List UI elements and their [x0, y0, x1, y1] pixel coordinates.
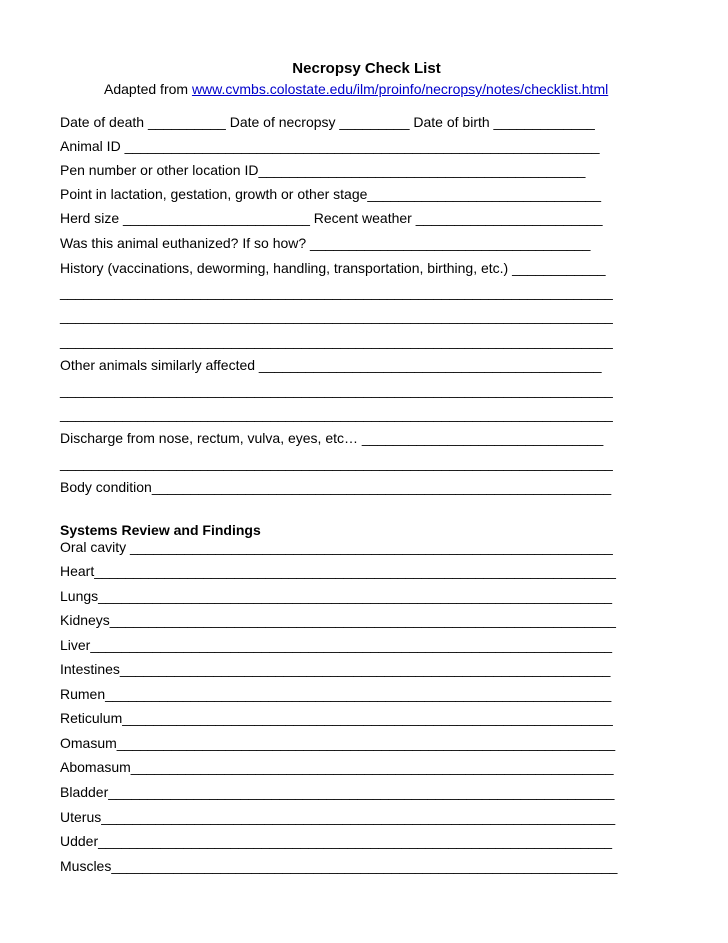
euthanized-field[interactable]: Was this animal euthanized? If so how? ____________________________________ [60, 235, 591, 251]
discharge-line-1[interactable]: _______________________________________________________________________ [60, 455, 613, 471]
system-abomasum[interactable]: Abomasum______________________________________________________________ [60, 759, 614, 775]
body-condition-field[interactable]: Body condition___________________________________________________________ [60, 479, 612, 495]
discharge-field[interactable]: Discharge from nose, rectum, vulva, eyes, etc… _______________________________ [60, 430, 604, 446]
history-line-1[interactable]: _______________________________________________________________________ [60, 284, 613, 300]
system-reticulum[interactable]: Reticulum_______________________________________________________________ [60, 710, 613, 726]
source-line [104, 81, 608, 97]
system-heart[interactable]: Heart___________________________________________________________________ [60, 563, 616, 579]
systems-heading: Systems Review and Findings [60, 522, 261, 538]
system-intestines[interactable]: Intestines_______________________________________________________________ [60, 661, 611, 677]
other-animals-field[interactable]: Other animals similarly affected ____________________________________________ [60, 357, 602, 373]
system-lungs[interactable]: Lungs__________________________________________________________________ [60, 588, 613, 604]
other-animals-line-2[interactable]: _______________________________________________________________________ [60, 406, 613, 422]
system-kidneys[interactable]: Kidneys_________________________________________________________________ [60, 612, 616, 628]
system-omasum[interactable]: Omasum________________________________________________________________ [60, 735, 616, 751]
history-line-3[interactable]: _______________________________________________________________________ [60, 333, 613, 349]
source-prefix: Adapted from [104, 81, 192, 97]
system-udder[interactable]: Udder__________________________________________________________________ [60, 833, 613, 849]
history-line-2[interactable]: _______________________________________________________________________ [60, 308, 613, 324]
stage-field[interactable]: Point in lactation, gestation, growth or other stage______________________________ [60, 186, 601, 202]
pen-location-field[interactable]: Pen number or other location ID__________________________________________ [60, 162, 586, 178]
animal-id-field[interactable]: Animal ID _____________________________________________________________ [60, 138, 600, 154]
source-link[interactable]: www.cvmbs.colostate.edu/ilm/proinfo/necropsy/notes/checklist.html [191, 81, 609, 97]
system-oral-cavity[interactable]: Oral cavity ______________________________________________________________ [60, 539, 613, 555]
other-animals-line-1[interactable]: _______________________________________________________________________ [60, 382, 613, 398]
system-uterus[interactable]: Uterus__________________________________________________________________ [60, 809, 616, 825]
system-muscles[interactable]: Muscles_________________________________________________________________ [60, 858, 618, 874]
system-rumen[interactable]: Rumen_________________________________________________________________ [60, 686, 612, 702]
system-liver[interactable]: Liver___________________________________________________________________ [60, 637, 613, 653]
history-field[interactable]: History (vaccinations, deworming, handling, transportation, birthing, etc.) ____________ [60, 260, 606, 276]
system-bladder[interactable]: Bladder_________________________________________________________________ [60, 784, 615, 800]
page-title: Necropsy Check List [292, 60, 441, 77]
dates-field[interactable]: Date of death __________ Date of necropsy _________ Date of birth _____________ [60, 114, 595, 130]
herd-weather-field[interactable]: Herd size ________________________ Recent weather ________________________ [60, 210, 603, 226]
